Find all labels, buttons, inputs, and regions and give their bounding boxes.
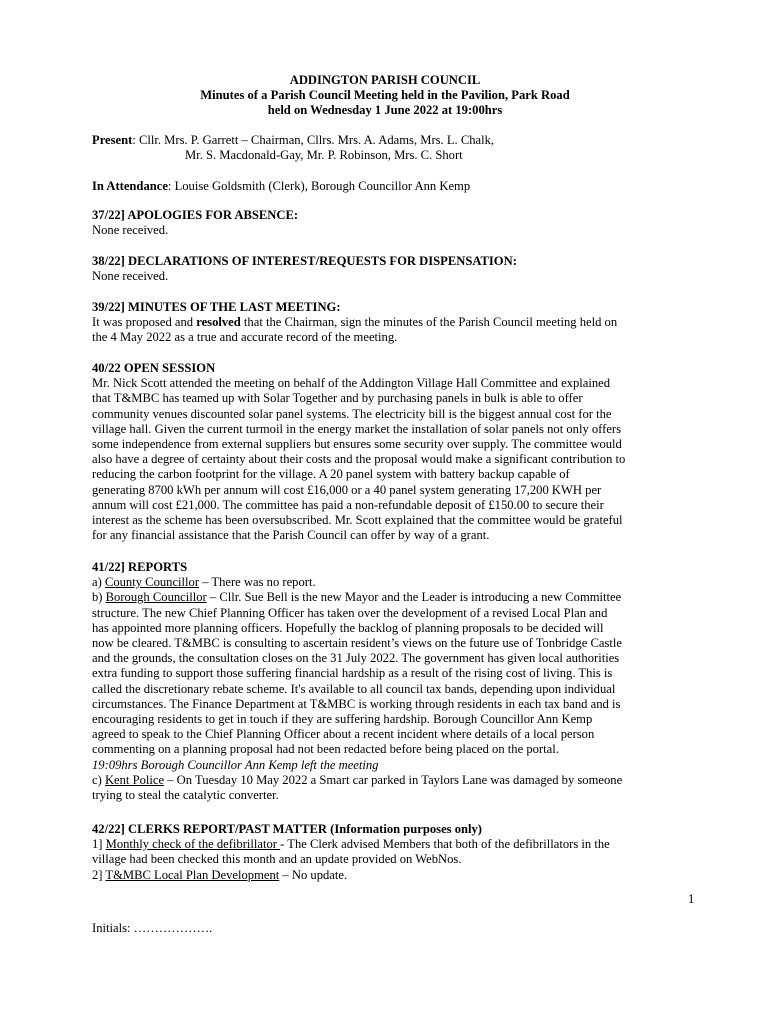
minutes-section [92, 300, 702, 346]
kent-police-line-2: trying to steal the catalytic converter. [92, 788, 279, 803]
borough-line: now be cleared. T&MBC is consulting to ascertain resident’s views on the future use of Tonbridge Castle [92, 636, 622, 651]
attendance-text: : Louise Goldsmith (Clerk), Borough Councillor Ann Kemp [167, 179, 471, 193]
kent-police-link: Kent Police [104, 772, 165, 787]
minutes-text-1a: It was proposed and [92, 315, 197, 330]
present-section [92, 133, 702, 163]
borough-councillor-link: Borough Councillor [105, 590, 207, 605]
minutes-resolved: resolved [196, 315, 241, 330]
defibrillator-link: Monthly check of the defibrillator [105, 837, 281, 852]
defibrillator-line-2: village had been checked this month and an update provided on WebNos. [92, 852, 462, 867]
open-session-line: interest as the scheme has been oversubscribed. Mr. Scott explained that the committee would be grateful [92, 513, 623, 528]
item-prefix: 1] [92, 837, 106, 852]
open-session-line: community venues discounted solar panel systems. The electricity bill is the biggest annual cost for the [92, 406, 612, 421]
present-line-2: Mr. S. Macdonald-Gay, Mr. P. Robinson, Mrs. C. Short [185, 148, 463, 163]
item-prefix: 2] [92, 867, 106, 882]
borough-line: encouraging residents to get in touch if they are suffering hardship. Borough Councillor Ann Kemp [92, 712, 593, 727]
borough-line: agreed to speak to the Chief Planning Officer about a recent incident where details of a local person [92, 727, 595, 742]
page-number: 1 [688, 892, 695, 906]
minutes-text-1b: that the Chairman, sign the minutes of the Parish Council meeting held on [240, 315, 618, 330]
borough-councillor-text: – Cllr. Sue Bell is the new Mayor and the Leader is introducing a new Committee [206, 590, 622, 605]
present-line-1: : Cllr. Mrs. P. Garrett – Chairman, Cllrs. Mrs. A. Adams, Mrs. L. Chalk, [132, 133, 495, 147]
minutes-text-2: the 4 May 2022 as a true and accurate record of the meeting. [92, 330, 398, 345]
open-session-line: that T&MBC has teamed up with Solar Together and by purchasing panels in bulk is able to offer [92, 391, 583, 406]
open-session-line: annum will cost £21,000. The committee has paid a non-refundable deposit of £150.00 to secure their [92, 497, 604, 512]
borough-line: circumstances. The Finance Department at T&MBC is working through residents in each tax band and is [92, 696, 621, 711]
attendance-section [92, 179, 702, 194]
open-session-line: reducing the carbon footprint for the village. A 20 panel system with battery backup capable of [92, 467, 570, 482]
local-plan-link: T&MBC Local Plan Development [105, 867, 280, 882]
present-label: Present [92, 133, 133, 147]
declarations-section [92, 254, 702, 284]
initials-line: Initials: ………………. [92, 921, 213, 935]
open-session-line: village hall. Given the current turmoil in the energy market the installation of solar panels not only offers [92, 421, 622, 436]
document-header [0, 73, 770, 119]
borough-line: extra funding to support those suffering financial hardship as a result of the rising cost of living. This is [92, 666, 613, 681]
open-session-heading: 40/22 OPEN SESSION [92, 361, 216, 375]
apologies-heading: 37/22] APOLOGIES FOR ABSENCE: [92, 208, 299, 222]
county-councillor-text: – There was no report. [199, 575, 316, 590]
item-prefix: c) [92, 772, 105, 787]
open-session-line: some independence from external suppliers but ensures some security over supply. The committee would [92, 437, 622, 452]
open-session-line: generating 8700 kWh per annum will cost £16,000 or a 40 panel system generating 17,200 KWH per [92, 482, 602, 497]
apologies-section [92, 208, 702, 238]
apologies-text: None received. [92, 223, 169, 238]
county-councillor-link: County Councillor [104, 575, 200, 590]
meeting-date: held on Wednesday 1 June 2022 at 19:00hrs [267, 103, 503, 118]
declarations-text: None received. [92, 269, 169, 284]
open-session-section [92, 361, 702, 543]
clerks-heading: 42/22] CLERKS REPORT/PAST MATTER (Information purposes only) [92, 822, 483, 836]
open-session-line: Mr. Nick Scott attended the meeting on behalf of the Addington Village Hall Committee and explained [92, 376, 611, 391]
item-prefix: b) [92, 590, 106, 605]
minutes-heading: 39/22] MINUTES OF THE LAST MEETING: [92, 300, 341, 314]
attendance-label: In Attendance [92, 179, 168, 193]
open-session-line: for any financial assistance that the Parish Council can offer by way of a grant. [92, 528, 490, 543]
declarations-heading: 38/22] DECLARATIONS OF INTEREST/REQUESTS FOR DISPENSATION: [92, 254, 517, 268]
kent-police-text: – On Tuesday 10 May 2022 a Smart car parked in Taylors Lane was damaged by someone [164, 772, 623, 787]
borough-line: commenting on a planning proposal had not been redacted before being placed on the portal. [92, 742, 559, 757]
reports-section [92, 560, 702, 803]
local-plan-text: – No update. [279, 867, 348, 882]
borough-line: structure. The new Chief Planning Officer has taken over the development of a revised Local Plan and [92, 605, 608, 620]
clerks-report-section [92, 822, 702, 883]
reports-heading: 41/22] REPORTS [92, 560, 188, 574]
item-prefix: a) [92, 575, 105, 590]
borough-line: and the grounds, the consultation closes on the 31 July 2022. The government has given local authorities [92, 651, 620, 666]
defibrillator-text: - The Clerk advised Members that both of the defibrillators in the [280, 837, 610, 852]
open-session-line: also have a degree of certainty about their costs and the proposal would make a significant contribution to [92, 452, 626, 467]
meeting-title: Minutes of a Parish Council Meeting held in the Pavilion, Park Road [200, 88, 570, 103]
borough-line: has appointed more planning officers. Hopefully the backlog of planning proposals to be decided will [92, 620, 604, 635]
departure-note: 19:09hrs Borough Councillor Ann Kemp left the meeting [92, 757, 379, 772]
council-name: ADDINGTON PARISH COUNCIL [289, 73, 481, 87]
borough-line: called the discretionary rebate scheme. It's available to all council tax bands, depending upon individual [92, 681, 616, 696]
